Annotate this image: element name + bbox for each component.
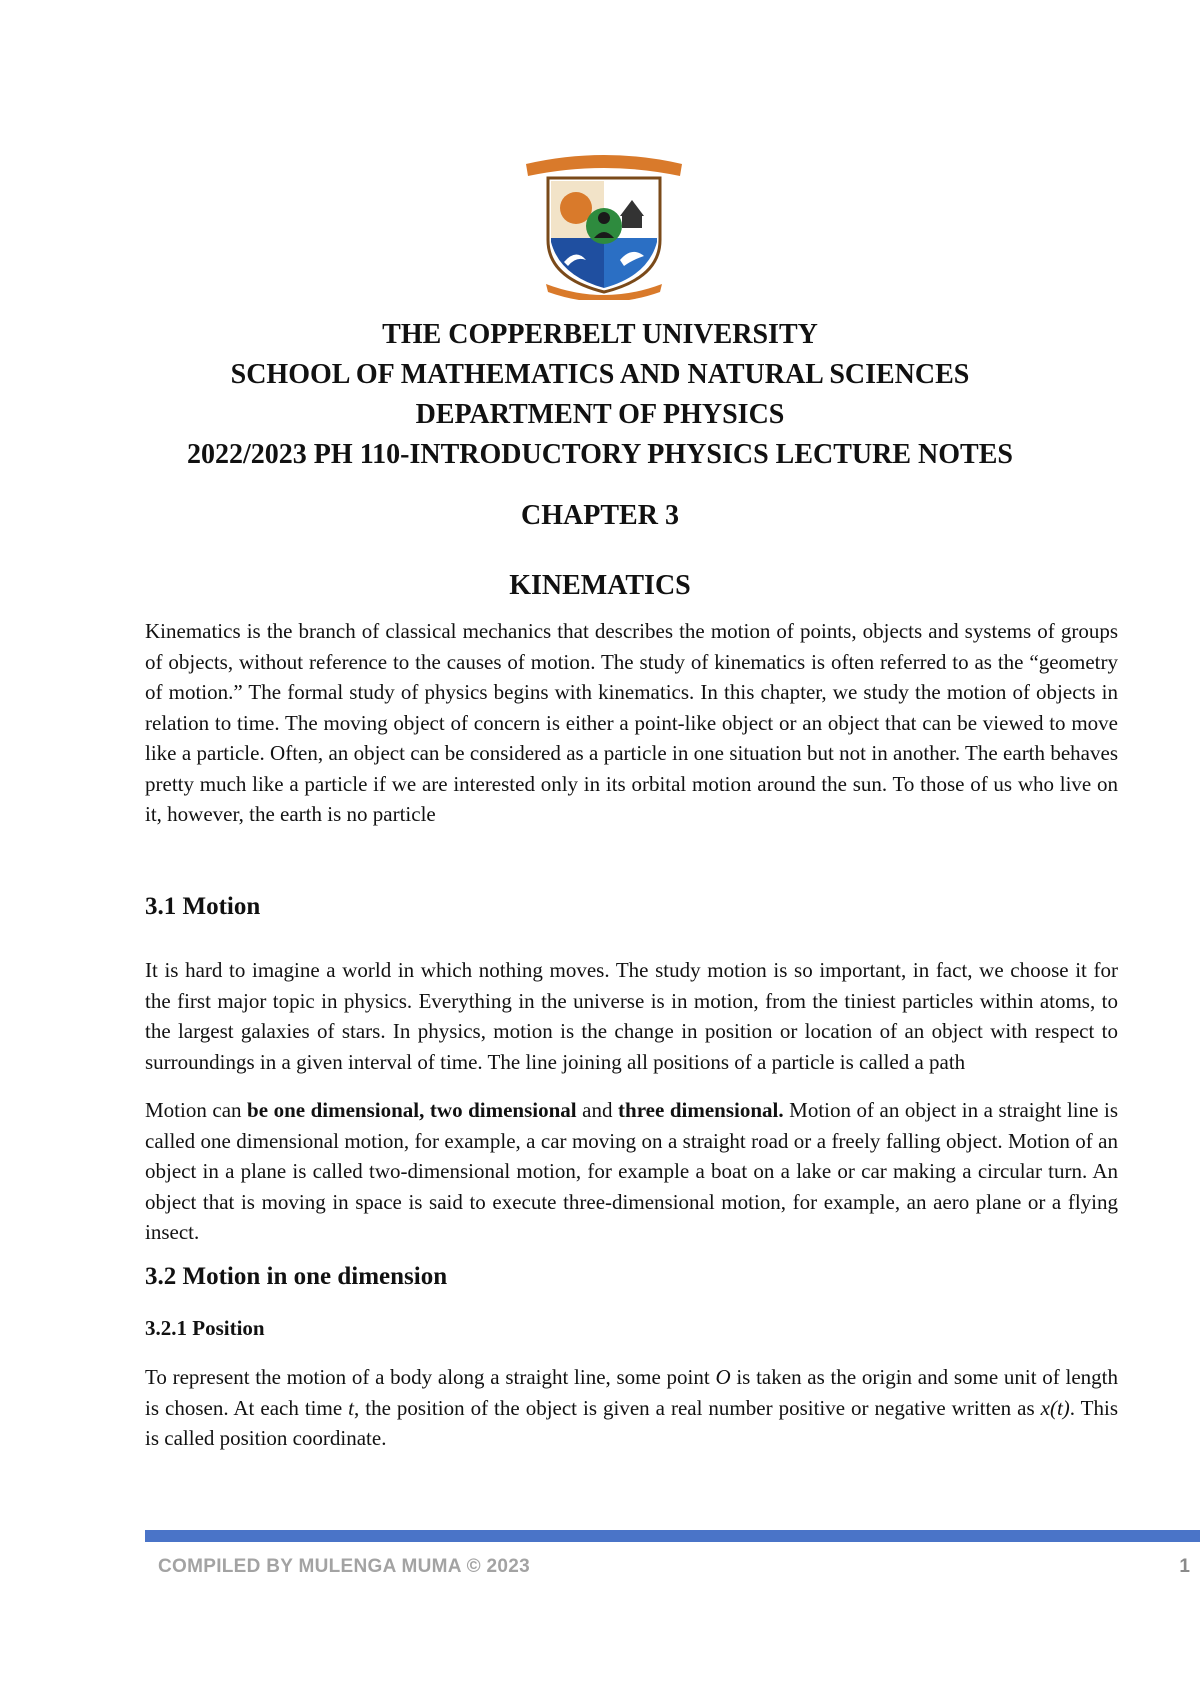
topic-title: KINEMATICS: [509, 570, 691, 601]
crest-top-banner: [526, 155, 682, 176]
symbol-position: x(t): [1040, 1395, 1070, 1420]
title-block: [0, 315, 1200, 475]
subsection-heading-3-2-1: 3.2.1 Position: [145, 1316, 265, 1340]
section-heading-3-1: 3.1 Motion: [145, 893, 261, 920]
course-title: 2022/2023 PH 110-INTRODUCTORY PHYSICS LECTURE NOTES: [187, 439, 1013, 470]
page-number: 1: [1179, 1556, 1190, 1577]
chapter-title: CHAPTER 3: [521, 500, 679, 531]
position-paragraph: To represent the motion of a body along a straight line, some point O is taken as the origin and some unit of length is chosen. At each time t, the position of the object is given a real number positive or negative written as x(t). This is called position coordinate.: [145, 1365, 1118, 1450]
intro-paragraph: Kinematics is the branch of classical mechanics that describes the motion of points, objects and systems of groups of objects, without reference to the causes of motion. The study of kinematics is often referred to as the “geometry of motion.” The formal study of physics begins with kinematics. In this chapter, we study the motion of objects in relation to time. The moving object of concern is either a point-like object or an object that can be viewed to move like a particle. Often, an object can be considered as a particle in one situation but not in another. The earth behaves pretty much like a particle if we are interested only in its orbital motion around the sun. To those of us who live on it, however, the earth is no particle: [145, 619, 1118, 826]
crest-sun-icon: [560, 192, 592, 224]
university-crest-logo: [520, 150, 688, 300]
motion-paragraph-2: Motion can be one dimensional, two dimensional and three dimensional. Motion of an object in a straight line is called one dimensional motion, for example, a car moving on a straight road or a freely falling object. Motion of an object in a plane is called two-dimensional motion, for example a boat on a lake or car making a circular turn. An object that is moving in space is said to execute three-dimensional motion, for example, an aero plane or a flying insect.: [145, 1098, 1118, 1244]
symbol-time: t: [348, 1395, 355, 1420]
symbol-origin: O: [715, 1365, 731, 1389]
university-title: THE COPPERBELT UNIVERSITY: [382, 319, 818, 350]
footer-bar: [145, 1530, 1200, 1542]
department-title: DEPARTMENT OF PHYSICS: [415, 399, 785, 430]
footer-credit: COMPILED BY MULENGA MUMA © 2023: [158, 1556, 531, 1577]
school-title: SCHOOL OF MATHEMATICS AND NATURAL SCIENCES: [230, 359, 970, 390]
motion-paragraph-1: It is hard to imagine a world in which nothing moves. The study motion is so important, in fact, we choose it for the first major topic in physics. Everything in the universe is in motion, from the tiniest particles within atoms, to the largest galaxies of stars. In physics, motion is the change in position or location of an object with respect to surroundings in a given interval of time. The line joining all positions of a particle is called a path: [145, 958, 1118, 1074]
section-heading-3-2: 3.2 Motion in one dimension: [145, 1263, 448, 1290]
